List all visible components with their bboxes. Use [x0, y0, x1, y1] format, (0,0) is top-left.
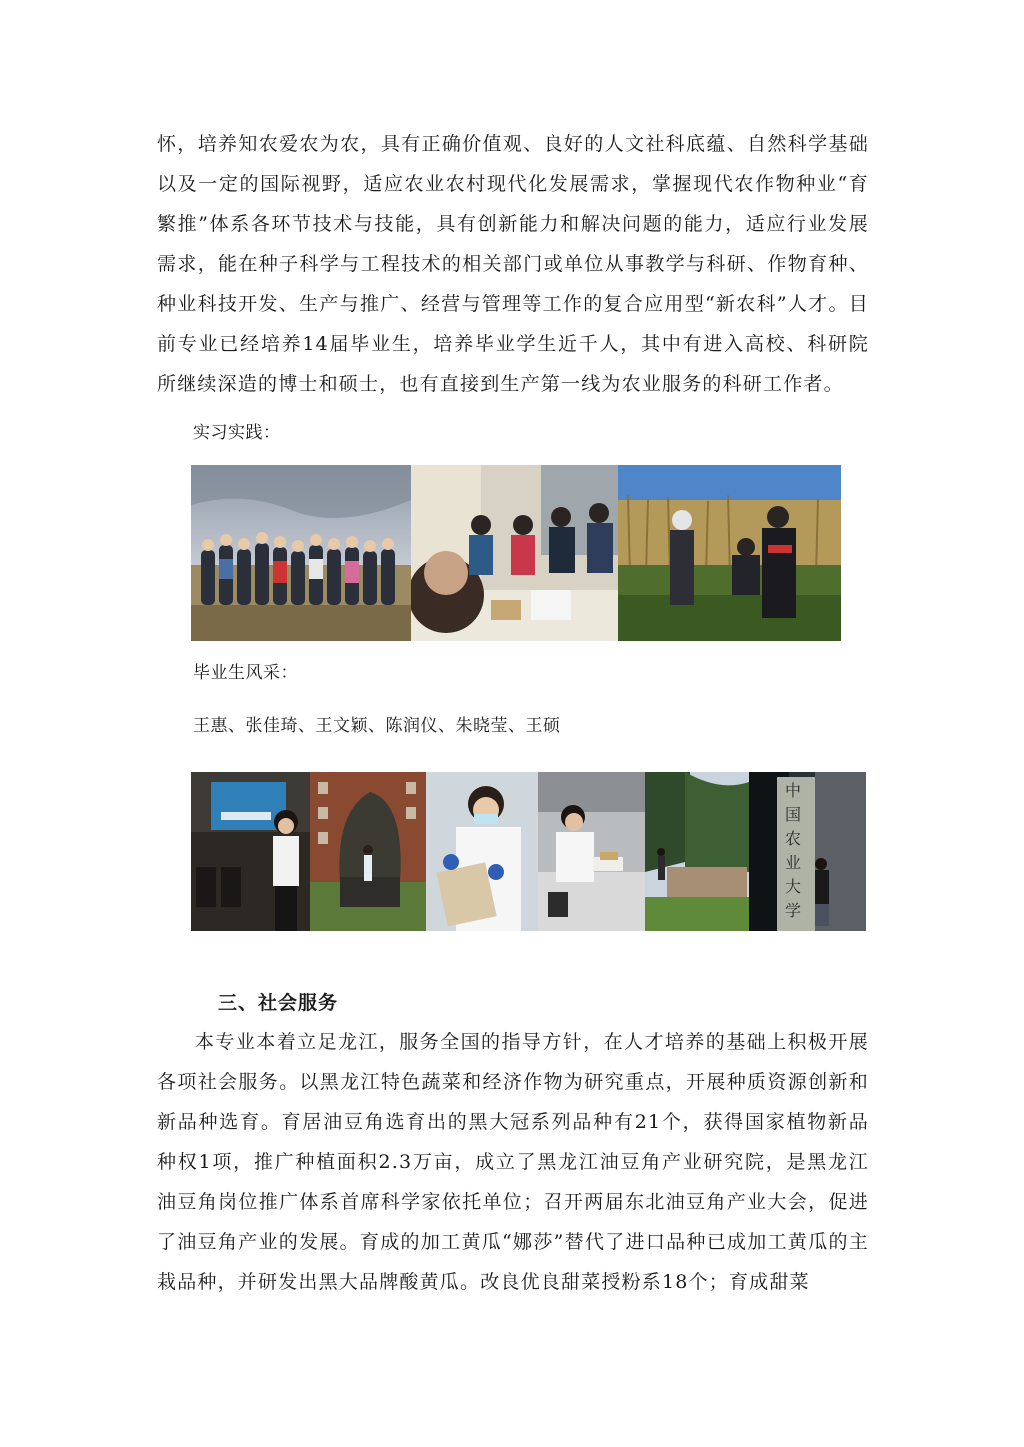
graduate-photo-outdoor	[645, 772, 749, 931]
university-sign-char: 国	[784, 805, 808, 824]
lab-work-photo	[411, 465, 618, 641]
internship-label: 实习实践：	[193, 423, 281, 443]
graduate-photo-monument	[310, 772, 426, 931]
graduate-photo-university-sign	[749, 772, 866, 931]
graduate-photo-lab-bench	[538, 772, 645, 931]
graduate-names: 王惠、张佳琦、王文颖、陈润仪、朱晓莹、王硕	[193, 716, 561, 736]
graduate-photo-conference	[191, 772, 310, 931]
graduate-photo-lab-seeds	[426, 772, 538, 931]
graduates-photo-strip	[191, 772, 866, 931]
intro-paragraph: 怀，培养知农爱农为农，具有正确价值观、良好的人文社科底蕴、自然科学基础以及一定的国际视野，适应农业农村现代化发展需求，掌握现代农作物种业“育繁推”体系各环节技术与技能，具有创新能力和解决问题的能力，适应行业发展需求，能在种子科学与工程技术的相关部门或单位从事教学与科研、作物育种、种业科技开发、生产与推广、经营与管理等工作的复合应用型“新农科”人才。目前专业已经培养14届毕业生，培养毕业学生近千人，其中有进入高校、科研院所继续深造的博士和硕士，也有直接到生产第一线为农业服务的科研工作者。	[157, 133, 869, 395]
corn-field-photo	[618, 465, 841, 641]
section-heading-social-service: 三、社会服务	[218, 992, 339, 1014]
graduates-label: 毕业生风采：	[193, 663, 298, 683]
university-sign-char: 学	[784, 901, 808, 920]
university-sign-char: 农	[784, 829, 808, 848]
university-sign-char: 中	[784, 781, 808, 800]
university-sign-char: 大	[784, 877, 808, 896]
internship-photo-strip	[191, 465, 841, 641]
group-field-photo	[191, 465, 411, 641]
university-sign-char: 业	[784, 853, 808, 872]
social-service-paragraph: 本专业本着立足龙江，服务全国的指导方针，在人才培养的基础上积极开展各项社会服务。以黑龙江特色蔬菜和经济作物为研究重点，开展种质资源创新和新品种选育。育居油豆角选育出的黑大冠系列品种有21个，获得国家植物新品种权1项，推广种植面积2.3万亩，成立了黑龙江油豆角产业研究院，是黑龙江油豆角岗位推广体系首席科学家依托单位；召开两届东北油豆角产业大会，促进了油豆角产业的发展。育成的加工黄瓜“娜莎”替代了进口品种已成加工黄瓜的主栽品种，并研发出黑大品牌酸黄瓜。改良优良甜菜授粉系18个；育成甜菜	[157, 1031, 869, 1293]
